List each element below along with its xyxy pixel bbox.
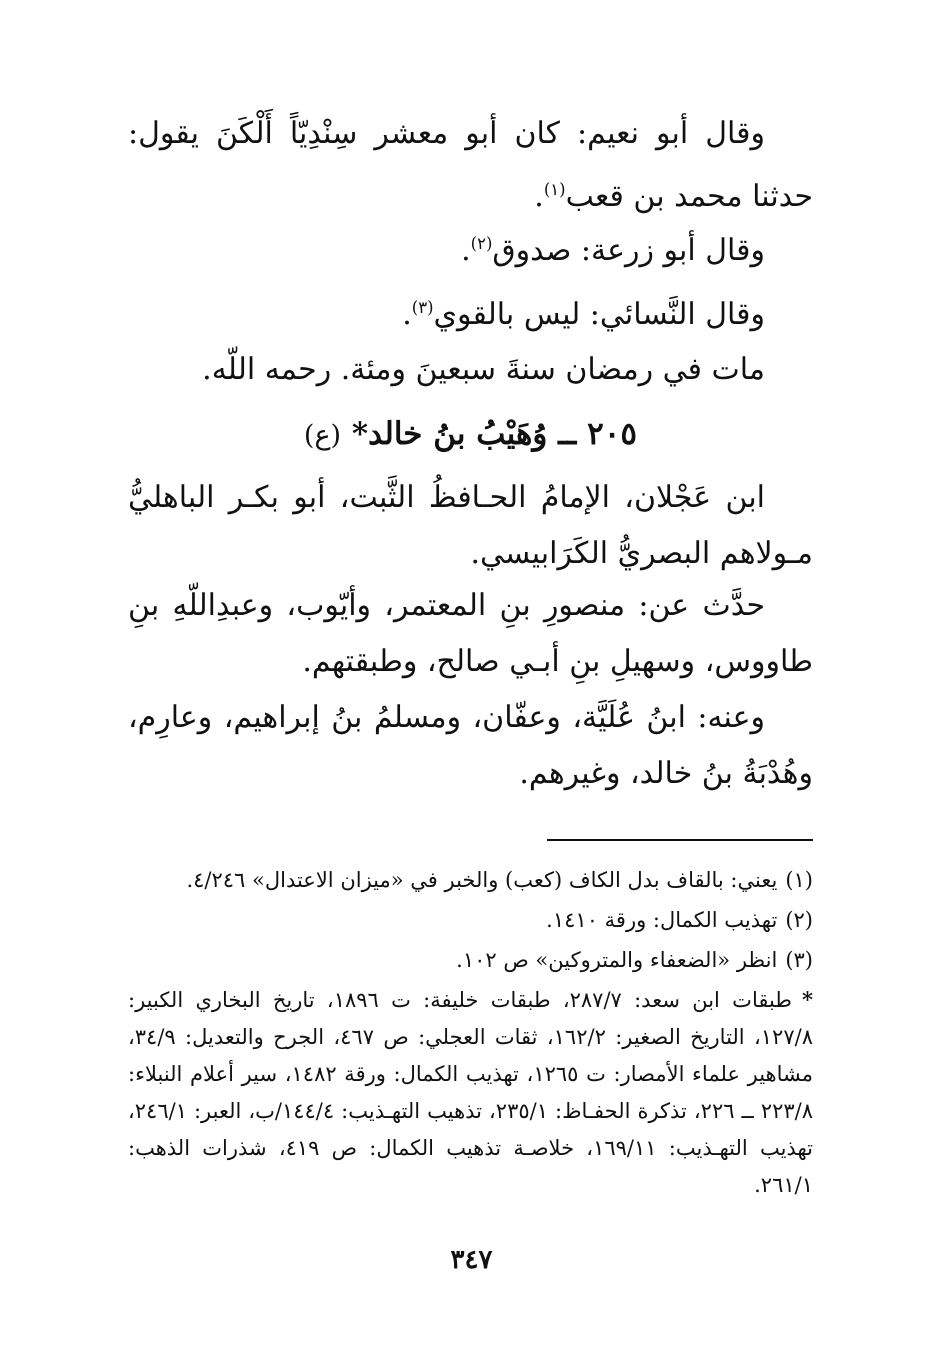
abu-zura-quote: وقال أبو زرعة: صدوق$^{(٢)}$. [461,233,765,268]
footnote-number: (١) [785,868,813,892]
biography-name: وُهَيْبُ بنُ خالد [368,416,548,452]
footnotes-list [128,860,813,980]
footnote-ref-1: (١) [543,180,566,199]
heading-asterisk: * [351,416,369,452]
nasai-quote: وقال النَّسائي: ليس بالقوي$^{(٣)}$. [402,297,765,332]
abu-nuaym-quote: وقال أبو نعيم: كان أبو معشر سِنْدِيّاً أَلْكَنَ يقول: حدثنا محمد بن قعب$^{(١)}$. [128,116,813,214]
footnote-ref-2: (٢) [470,234,493,253]
narrated-by: وعنه: ابنُ عُلَيَّة، وعفّان، ومسلمُ بنُ إبراهيم، وعارِم، وهُدْبَةُ بنُ خالد، وغيرهم. [128,700,813,791]
sources-asterisk: * [802,987,813,1012]
footnote-2 [128,900,813,940]
nasai-text: وقال النَّسائي: ليس بالقوي [433,297,765,332]
heading-dash: ــ [558,416,577,452]
footnote-text: يعني: بالقاف بدل الكاف (كعب) والخبر في «ميزان الاعتدال» ٤/٢٤٦. [186,868,778,892]
sources-note [128,981,813,1204]
footnote-number: (٢) [785,908,813,932]
footnote-3 [128,940,813,980]
footnote-divider [547,839,813,841]
sources-text: طبقات ابن سعد: ٢٨٧/٧، طبقات خليفة: ت ١٨٩٦، تاريخ البخاري الكبير: ١٢٧/٨، التاريخ الصغير: ١٦٢/٢، ثقات العجلي: ص ٤٦٧، الجرح والتعديل: ٣٤/٩، مشاهير علماء الأمصار: ت ١٢٦٥، تهذيب الكمال: ورقة ١٤٨٢، سير أعلام النبلاء: ٢٢٣/٨ ــ ٢٢٦، تذكرة الحفـاظ: ٢٣٥/١، تذهيب التهـذيب: ١٤٤/٤/ب، العبر: ٢٤٦/١، تهذيب التهـذيب: ١٦٩/١١، خلاصـة تذهيب الكمال: ص ٤١٩، شذرات الذهب: ٢٦١/١. [128,988,814,1197]
footnote-number: (٣) [785,948,813,972]
collection-marker: (ع) [303,420,342,451]
abu-nuaym-text: وقال أبو نعيم: كان أبو معشر سِنْدِيّاً أَلْكَنَ يقول: حدثنا محمد بن قعب [128,116,813,214]
footnote-ref-3: (٣) [411,298,434,317]
narrated-from: حدَّث عن: منصورِ بنِ المعتمر، وأيّوب، وعبدِاللّهِ بنِ طاووس، وسهيلِ بنِ أبـي صالح، وطبقتهم. [128,588,813,679]
footnote-1 [128,860,813,900]
footnote-text: انظر «الضعفاء والمتروكين» ص ١٠٢. [456,948,778,972]
biography-intro: ابن عَجْلان، الإمامُ الحـافظُ الثَّبت، أبو بكـر الباهليُّ مـولاهم البصريُّ الكَرَابيسي. [128,480,813,571]
page-number: ٣٤٧ [450,1245,493,1275]
biography-heading [128,404,813,466]
death-note: مات في رمضان سنةَ سبعينَ ومئة. رحمه اللّه. [202,352,765,387]
biography-number: ٢٠٥ [587,416,638,452]
abu-zura-text: وقال أبو زرعة: صدوق [492,233,765,268]
footnote-text: تهذيب الكمال: ورقة ١٤١٠. [546,908,778,932]
